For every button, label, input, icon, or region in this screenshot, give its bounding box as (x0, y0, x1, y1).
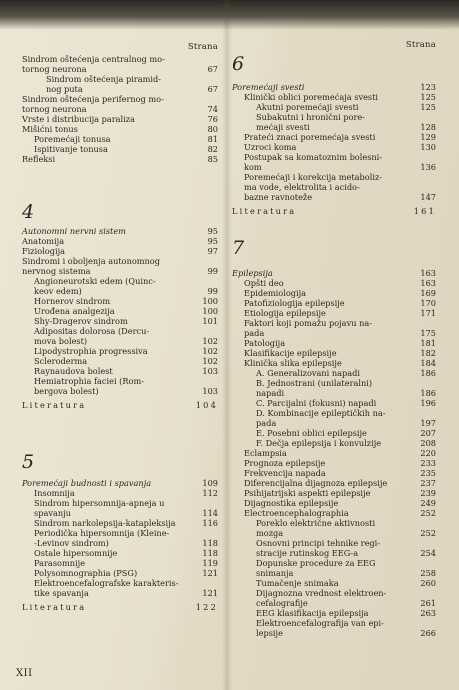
page-number: 130 (420, 142, 436, 152)
page-number: 208 (420, 438, 436, 448)
entry-title: Sindromi i oboljenja autonomnog nervnog sistema (22, 256, 160, 276)
toc-entry (22, 568, 218, 578)
entry-title: Hornerov sindrom (34, 296, 111, 306)
page-number: 220 (420, 448, 436, 458)
page-fold (222, 0, 232, 690)
page-number: 97 (207, 246, 218, 256)
toc-entry (22, 74, 218, 94)
toc-entry (232, 172, 436, 202)
toc-entry (232, 428, 436, 438)
entry-title: Polysomnographia (PSG) (34, 568, 138, 578)
entry-title: Sindrom oštećenja piramid- nog puta (46, 74, 161, 94)
page-number: 163 (420, 268, 436, 278)
literatura-entry-ch6 (232, 206, 436, 216)
page-number: 161 (413, 206, 436, 216)
page-number: 207 (420, 428, 436, 438)
page-number: 181 (420, 338, 436, 348)
toc-entry (22, 94, 218, 114)
entry-title: Patologija (244, 338, 286, 348)
toc-entry (22, 246, 218, 256)
entry-title: Ostale hipersomnije (34, 548, 118, 558)
entry-title: Osnovni principi tehnike regi- stracije rutinskog EEG-a (256, 538, 381, 558)
entry-title: A. Generalizovani napadi (256, 368, 361, 378)
page-number: 116 (202, 518, 218, 528)
toc-entry (22, 54, 218, 74)
toc-entry (22, 498, 218, 518)
page-number: 266 (420, 628, 436, 638)
toc-entry (22, 488, 218, 498)
toc-entry (232, 468, 436, 478)
page-number: 125 (420, 92, 436, 102)
page-number: 260 (420, 578, 436, 588)
page-number: 169 (420, 288, 436, 298)
toc-entry (22, 316, 218, 326)
toc-entry (232, 142, 436, 152)
toc-entry (232, 268, 436, 278)
page-number: 252 (420, 508, 436, 518)
toc-entry (232, 132, 436, 142)
toc-entry (22, 578, 218, 598)
left-column (22, 42, 218, 612)
entry-title: Periodička hipersomnija (Kleine- -Levinov sindrom) (34, 528, 170, 548)
page-number: 85 (207, 154, 218, 164)
page-number: 163 (420, 278, 436, 288)
page-number: 67 (207, 64, 218, 74)
literatura-entry-ch4 (22, 400, 218, 410)
entry-title: E. Posebni oblici epilepsije (256, 428, 367, 438)
entry-title: Fiziologija (22, 246, 65, 256)
page-number: 103 (202, 366, 218, 376)
toc-entry (22, 478, 218, 488)
entry-title: Prognoza epilepsije (244, 458, 326, 468)
entry-title: Faktori koji pomažu pojavu na- pada (244, 318, 372, 338)
entry-title: Angioneurotski edem (Quinc- keov edem) (34, 276, 156, 296)
entry-title: Refleksi (22, 154, 56, 164)
page-number: 76 (207, 114, 218, 124)
toc-entry (232, 318, 436, 338)
page-number: 129 (420, 132, 436, 142)
page-number: 239 (420, 488, 436, 498)
page-number: 147 (420, 192, 436, 202)
page-number: 175 (420, 328, 436, 338)
page-number: 99 (207, 266, 218, 276)
entry-title: Psihijatrijski aspekti epilepsije (244, 488, 371, 498)
literatura-label: Literatura (22, 400, 87, 410)
page-number: 237 (420, 478, 436, 488)
entry-title: Shy-Dragerov sindrom (34, 316, 128, 326)
toc-entry (232, 298, 436, 308)
toc-entry (232, 92, 436, 102)
entry-title: Elektroencefalografija van epi- lepsije (256, 618, 384, 638)
entry-title: C. Parcijalni (fokusni) napadi (256, 398, 377, 408)
entry-title: Dijagnozna vrednost elektroen- cefalografije (256, 588, 387, 608)
toc-entry (232, 408, 436, 428)
entry-title: Autonomni nervni sistem (22, 226, 126, 236)
entry-title: Hemiatrophia faciei (Rom- bergova bolest) (34, 376, 144, 396)
page-number: 258 (420, 568, 436, 578)
page-number: 261 (420, 598, 436, 608)
literatura-label: Literatura (22, 602, 87, 612)
page-number: 128 (420, 122, 436, 132)
toc-entry (232, 308, 436, 318)
chapter-4-entries (22, 226, 218, 396)
toc-entry (232, 348, 436, 358)
toc-entry (232, 378, 436, 398)
page-number: 95 (207, 236, 218, 246)
entry-title: Poremećaji budnosti i spavanja (22, 478, 152, 488)
toc-entry (232, 82, 436, 92)
toc-entry (232, 112, 436, 132)
entry-title: Klinička slika epilepsije (244, 358, 342, 368)
toc-entry (22, 326, 218, 346)
entry-title: Akutni poremećaji svesti (256, 102, 359, 112)
toc-entry (22, 306, 218, 316)
page-number: 99 (207, 286, 218, 296)
chapter-number-7: 7 (232, 237, 245, 259)
entry-title: Postupak sa komatoznim bolesni- kom (244, 152, 383, 172)
toc-entry (232, 578, 436, 588)
toc-entry (22, 376, 218, 396)
toc-entry (232, 278, 436, 288)
page-number: 67 (207, 84, 218, 94)
page-number: 100 (202, 296, 218, 306)
entry-title: Urođena analgezija (34, 306, 115, 316)
toc-entry (232, 588, 436, 608)
entry-title: Sindrom hipersomnija-apneja u spavanju (34, 498, 165, 518)
chapter-number-6: 6 (232, 53, 245, 75)
toc-entry (232, 478, 436, 488)
entry-title: Anatomija (22, 236, 65, 246)
entry-title: Ispitivanje tonusa (34, 144, 108, 154)
page-number: 112 (202, 488, 218, 498)
toc-entry (22, 366, 218, 376)
entry-title: Eclampsia (244, 448, 287, 458)
toc-entry (22, 226, 218, 236)
intro-entries (22, 54, 218, 164)
page-number: 171 (420, 308, 436, 318)
entry-title: Diferencijalna dijagnoza epilepsije (244, 478, 388, 488)
entry-title: D. Kombinacije epileptičkih na- pada (256, 408, 386, 428)
entry-title: Adipositas dolorosa (Dercu- mova bolest) (34, 326, 150, 346)
chapter-7-entries (232, 268, 436, 638)
entry-title: Sindrom oštećenja centralnog mo- tornog neurona (22, 54, 165, 74)
page-number: 82 (207, 144, 218, 154)
toc-entry (22, 256, 218, 276)
entry-title: Parasomnije (34, 558, 85, 568)
entry-title: Scleroderma (34, 356, 88, 366)
page-number: 233 (420, 458, 436, 468)
entry-title: Elektroencefalografske karakteris- tike spavanja (34, 578, 179, 598)
chapter-6-entries (232, 82, 436, 202)
page-number: 74 (207, 104, 218, 114)
entry-title: Etiologija epilepsije (244, 308, 326, 318)
toc-entry (22, 296, 218, 306)
chapter-number-5: 5 (22, 451, 35, 473)
page-number: 235 (420, 468, 436, 478)
page-number: 121 (202, 588, 218, 598)
toc-entry (232, 368, 436, 378)
page-number: 102 (202, 336, 218, 346)
page-number: 95 (207, 226, 218, 236)
toc-entry (22, 356, 218, 366)
toc-entry (22, 124, 218, 134)
chapter-number-4: 4 (22, 201, 35, 223)
page-number: 104 (195, 400, 218, 410)
page-number: 254 (420, 548, 436, 558)
toc-entry (232, 102, 436, 112)
toc-entry (232, 508, 436, 518)
literatura-label: Literatura (232, 206, 297, 216)
toc-entry (22, 276, 218, 296)
toc-entry (22, 134, 218, 144)
entry-title: B. Jednostrani (unilateralni) napadi (256, 378, 373, 398)
page-number: 249 (420, 498, 436, 508)
page-number: 186 (420, 388, 436, 398)
entry-title: Vrste i distribucija paraliza (22, 114, 135, 124)
page-number: 119 (202, 558, 218, 568)
page-number: 182 (420, 348, 436, 358)
toc-entry (22, 558, 218, 568)
entry-title: Sindrom narkolepsija-katapleksija (34, 518, 176, 528)
toc-entry (22, 548, 218, 558)
toc-entry (22, 528, 218, 548)
entry-title: Epilepsija (232, 268, 273, 278)
strana-label-left: Strana (187, 42, 218, 52)
page-number: 184 (420, 358, 436, 368)
entry-title: Frekvencija napada (244, 468, 326, 478)
toc-entry (232, 618, 436, 638)
page-number: 196 (420, 398, 436, 408)
page-number: 101 (202, 316, 218, 326)
entry-title: EEG klasifikacija epilepsija (256, 608, 369, 618)
toc-entry (232, 458, 436, 468)
page-number: 103 (202, 386, 218, 396)
toc-entry (232, 488, 436, 498)
page-number: 122 (195, 602, 218, 612)
entry-title: Epidemiologija (244, 288, 307, 298)
toc-entry (232, 358, 436, 368)
page-number: 197 (420, 418, 436, 428)
toc-entry (232, 448, 436, 458)
page-number: 102 (202, 346, 218, 356)
toc-entry (232, 398, 436, 408)
entry-title: F. Dečja epilepsija i konvulzije (256, 438, 382, 448)
page-number: 118 (202, 538, 218, 548)
chapter-5-entries (22, 478, 218, 598)
page-number: 121 (202, 568, 218, 578)
page-number: 100 (202, 306, 218, 316)
toc-entry (232, 338, 436, 348)
page-number: 102 (202, 356, 218, 366)
page-number: 125 (420, 102, 436, 112)
entry-title: Opšti deo (244, 278, 284, 288)
page-number: 252 (420, 528, 436, 538)
entry-title: Insomnija (34, 488, 75, 498)
toc-entry (22, 144, 218, 154)
toc-entry (232, 438, 436, 448)
toc-entry (22, 236, 218, 246)
entry-title: Tumačenje snimaka (256, 578, 339, 588)
entry-title: Subakutni i hronični pore- mećaji svesti (256, 112, 366, 132)
literatura-entry-ch5 (22, 602, 218, 612)
toc-entry (232, 608, 436, 618)
entry-title: Electroencephalographia (244, 508, 349, 518)
strana-label-right: Strana (405, 40, 436, 50)
page-number: 186 (420, 368, 436, 378)
page-number: 263 (420, 608, 436, 618)
entry-title: Klasifikacije epilepsije (244, 348, 337, 358)
toc-entry (22, 346, 218, 356)
entry-title: Mišićni tonus (22, 124, 78, 134)
toc-entry (232, 538, 436, 558)
page-number: 81 (207, 134, 218, 144)
entry-title: Sindrom oštećenja perifernog mo- tornog neurona (22, 94, 164, 114)
toc-entry (232, 558, 436, 578)
page-number: 114 (202, 508, 218, 518)
toc-entry (232, 498, 436, 508)
right-column (232, 40, 436, 638)
entry-title: Raynaudova bolest (34, 366, 113, 376)
page-number: 136 (420, 162, 436, 172)
toc-entry (22, 518, 218, 528)
entry-title: Poremećaji svesti (232, 82, 305, 92)
toc-entry (22, 114, 218, 124)
toc-entry (232, 518, 436, 538)
toc-entry (232, 152, 436, 172)
entry-title: Patofiziologija epilepsije (244, 298, 345, 308)
entry-title: Prateći znaci poremećaja svesti (244, 132, 376, 142)
page-number: 118 (202, 548, 218, 558)
entry-title: Lipodystrophia progressiva (34, 346, 148, 356)
page-number-roman: XII (16, 668, 33, 679)
entry-title: Dopunske procedure za EEG snimanja (256, 558, 376, 578)
toc-entry (22, 154, 218, 164)
entry-title: Poreklo električne aktivnosti mozga (256, 518, 376, 538)
page-number: 170 (420, 298, 436, 308)
entry-title: Dijagnostika epilepsije (244, 498, 339, 508)
entry-title: Poremećaji i korekcija metaboliz- ma vode, elektrolita i acido- bazne ravnoteže (244, 172, 383, 202)
toc-entry (232, 288, 436, 298)
page-number: 123 (420, 82, 436, 92)
page-number: 109 (202, 478, 218, 488)
entry-title: Poremećaji tonusa (34, 134, 111, 144)
entry-title: Klinički oblici poremećaja svesti (244, 92, 379, 102)
page-number: 80 (207, 124, 218, 134)
entry-title: Uzroci koma (244, 142, 297, 152)
